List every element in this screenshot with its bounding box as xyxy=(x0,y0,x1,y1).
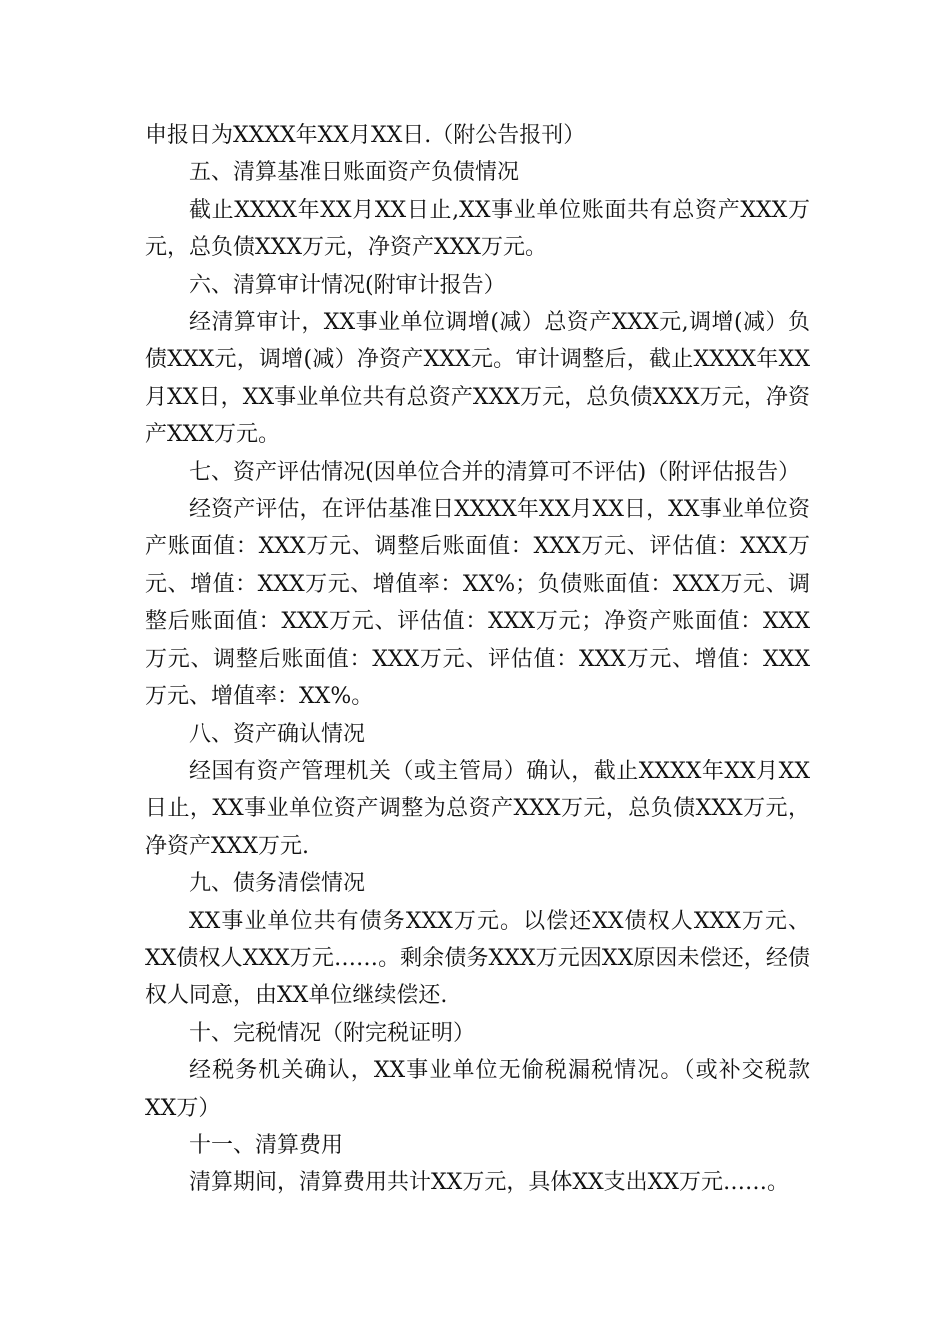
heading-section-5: 五、清算基准日账面资产负债情况 xyxy=(189,160,520,186)
heading-section-11: 十一、清算费用 xyxy=(189,1132,344,1158)
paragraph-audit: 经清算审计，XX事业单位调增(减）总资产XXX元,调增(减）负债XXX元，调增(减）净资产XXX元。审计调整后，截止XXXX年XX月XX日，XX事业单位共有总资产XXX万元，总负债XXX万元，净资产XXX万元。 xyxy=(145,310,810,448)
paragraph-debt-repayment: XX事业单位共有债务XXX万元。以偿还XX债权人XXX万元、XX债权人XXX万元……。剩余债务XXX万元因XX原因未偿还，经债权人同意，由XX单位继续偿还. xyxy=(145,908,810,1009)
paragraph-book-balance: 截止XXXX年XX月XX日止,XX事业单位账面共有总资产XXX万元，总负债XXX万元，净资产XXX万元。 xyxy=(145,197,810,261)
heading-section-6: 六、清算审计情况(附审计报告） xyxy=(189,272,506,298)
heading-section-8: 八、资产确认情况 xyxy=(189,721,366,747)
paragraph-asset-evaluation: 经资产评估，在评估基准日XXXX年XX月XX日，XX事业单位资产账面值：XXX万元、调整后账面值：XXX万元、评估值：XXX万元、增值：XXX万元、增值率：XX%；负债账面值：XXX万元、调整后账面值：XXX万元、评估值：XXX万元；净资产账面值：XXX万元、调整后账面值：XXX万元、评估值：XXX万元、增值：XXX万元、增值率：XX%。 xyxy=(145,497,810,710)
document-body xyxy=(145,117,810,1202)
heading-section-10: 十、完税情况（附完税证明） xyxy=(189,1020,476,1046)
heading-section-7: 七、资产评估情况(因单位合并的清算可不评估)（附评估报告） xyxy=(189,459,801,485)
heading-section-9: 九、债务清偿情况 xyxy=(189,871,366,897)
paragraph-asset-confirmation: 经国有资产管理机关（或主管局）确认，截止XXXX年XX月XX日止，XX事业单位资产调整为总资产XXX万元，总负债XXX万元，净资产XXX万元. xyxy=(145,758,810,859)
paragraph-liquidation-costs: 清算期间，清算费用共计XX万元，具体XX支出XX万元……。 xyxy=(189,1170,789,1196)
paragraph-tax: 经税务机关确认，XX事业单位无偷税漏税情况。（或补交税款XX万） xyxy=(145,1058,810,1121)
paragraph-announcement-date: 申报日为XXXX年XX月XX日.（附公告报刊） xyxy=(145,123,586,148)
